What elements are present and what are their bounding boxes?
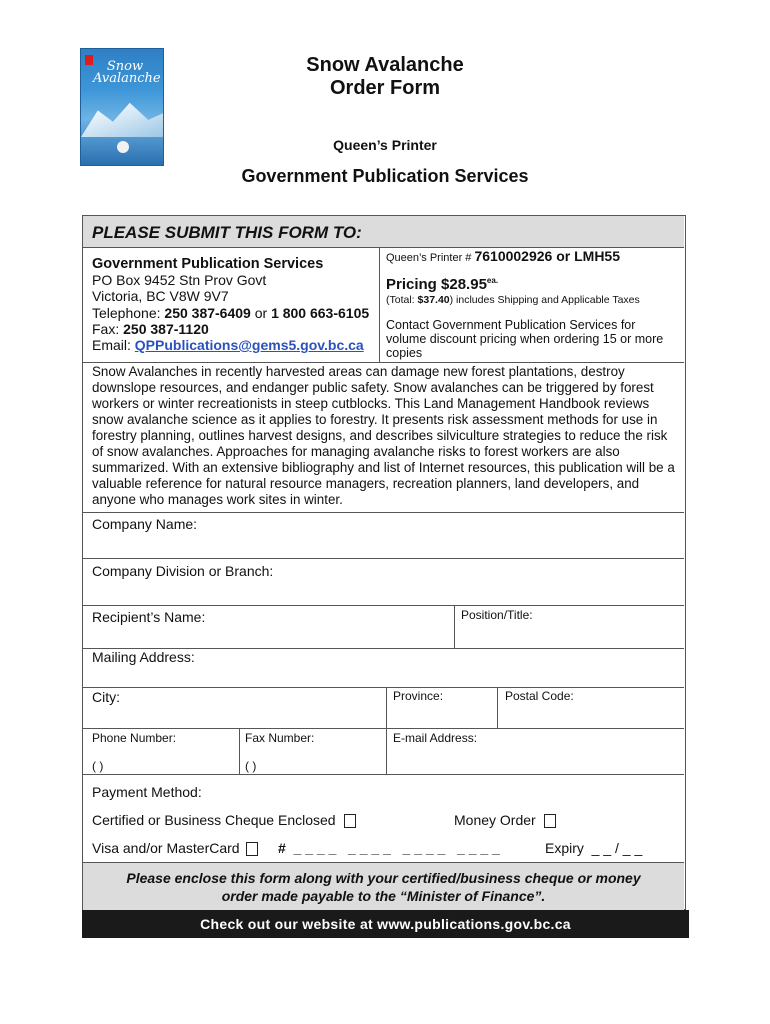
city-field[interactable] (83, 706, 386, 728)
divider (83, 728, 684, 729)
fax-number: 250 387-1120 (123, 320, 209, 337)
address-line2: Victoria, BC V8W 9V7 (92, 288, 229, 305)
recipient-name-label: Recipient’s Name: (92, 609, 206, 625)
enclose-instructions (83, 862, 684, 910)
divider (83, 774, 684, 775)
card-label: Visa and/or MasterCard (92, 840, 240, 856)
publisher-name: Queen’s Printer (333, 137, 437, 153)
pricing-label: Pricing (386, 276, 437, 293)
position-title-field[interactable] (455, 626, 684, 648)
mailing-address-field[interactable] (83, 667, 684, 687)
money-order-label: Money Order (454, 812, 536, 828)
fax-label: Fax: (92, 320, 120, 337)
fax-number-label: Fax Number: (245, 731, 315, 745)
card-number-field[interactable]: # _ _ _ _ _ _ _ _ _ _ _ _ _ _ _ _ (278, 840, 500, 856)
company-name-label: Company Name: (92, 516, 198, 532)
email-row (92, 337, 369, 353)
divider (83, 512, 684, 513)
price-suffix: ea. (486, 276, 499, 285)
expiry-field[interactable]: Expiry _ _ / _ _ (545, 840, 643, 856)
cheque-checkbox[interactable] (344, 814, 356, 828)
total-prefix: (Total: (386, 294, 415, 306)
postal-code-field[interactable] (498, 706, 684, 728)
fax-area-code-field[interactable]: ( ) (245, 759, 257, 773)
money-order-checkbox[interactable] (544, 814, 556, 828)
qp-number: 7610002926 or LMH55 (474, 248, 621, 264)
cheque-option (92, 812, 356, 828)
cover-title-line1: Snow (106, 59, 144, 74)
telephone-number-2: 1 800 663-6105 (271, 304, 370, 321)
telephone-number-1: 250 387-6409 (164, 304, 251, 321)
address-divider (379, 248, 380, 362)
email-label: Email: (92, 337, 131, 354)
queens-printer-number (386, 250, 681, 265)
position-title-label: Position/Title: (461, 608, 533, 622)
divider (239, 728, 240, 774)
company-name-field[interactable] (83, 534, 684, 558)
mailing-address-label: Mailing Address: (92, 649, 195, 665)
postal-code-label: Postal Code: (505, 689, 574, 703)
total-price (386, 294, 640, 306)
price-value: $28.95 (441, 276, 487, 293)
telephone-or: or (254, 304, 268, 321)
telephone-row (92, 305, 369, 321)
card-checkbox[interactable] (246, 842, 258, 856)
enclose-line1: Please enclose this form along with your certified/business cheque or money (126, 870, 641, 886)
province-label: Province: (393, 689, 444, 703)
phone-area-code-field[interactable]: ( ) (92, 759, 104, 773)
enclose-line2: order made payable to the “Minister of Finance”. (221, 888, 546, 904)
address-block (92, 256, 369, 353)
card-option (92, 840, 258, 856)
fax-row (92, 321, 369, 337)
division-label: Company Division or Branch: (92, 563, 274, 579)
order-form (82, 215, 686, 910)
divider (83, 362, 684, 363)
divider (83, 558, 684, 559)
email-link[interactable]: QPPublications@gems5.gov.bc.ca (134, 337, 364, 354)
email-address-label: E-mail Address: (393, 731, 478, 745)
address-org: Government Publication Services (92, 256, 324, 272)
email-address-field[interactable] (387, 748, 684, 774)
phone-number-label: Phone Number: (92, 731, 177, 745)
cheque-label: Certified or Business Cheque Enclosed (92, 812, 336, 828)
divider (83, 687, 684, 688)
page-title-line1: Snow Avalanche (306, 54, 464, 76)
address-line1: PO Box 9452 Stn Prov Govt (92, 272, 267, 289)
website-banner[interactable]: Check out our website at www.publications.gov.bc.ca (82, 910, 689, 938)
agency-name: Government Publication Services (241, 166, 529, 186)
page-title-line2: Order Form (329, 77, 441, 99)
telephone-label: Telephone: (92, 304, 161, 321)
pricing (386, 276, 498, 293)
publication-description: Snow Avalanches in recently harvested areas can damage new forest plantations, destroy downslope resources, and endanger public safety. Snow avalanches can be triggered by forest workers or winter recreationists in steep cutblocks. This Land Management Handbook reviews snow avalanche science as it applies to forestry. It presents risk assessment methods for use in forestry planning, outlines harvest designs, and describes silviculture strategies to reduce the risk of snow avalanches. Approaches for managing avalanche risks to forest workers are also summarized. With an extensive bibliography and list of Internet resources, this publication will be a valuable reference for natural resource managers, recreation planners, land developers, and anyone who manages work sites in winter. (92, 364, 675, 507)
volume-discount-note: Contact Government Publication Services for volume discount pricing when ordering 15 or more copies (386, 318, 664, 360)
payment-method-label: Payment Method: (92, 784, 202, 800)
divider (83, 605, 684, 606)
division-field[interactable] (83, 581, 684, 605)
total-value: $37.40 (417, 294, 450, 306)
money-order-option (454, 812, 556, 828)
qp-label: Queen’s Printer # (386, 252, 472, 264)
total-suffix: ) includes Shipping and Applicable Taxes (449, 294, 640, 306)
submit-header: PLEASE SUBMIT THIS FORM TO: (83, 216, 684, 248)
cover-title-line2: Avalanche (93, 71, 161, 86)
recipient-name-field[interactable] (83, 628, 454, 648)
city-label: City: (92, 689, 120, 705)
cover-mountain-illustration (81, 99, 164, 137)
province-field[interactable] (387, 706, 497, 728)
